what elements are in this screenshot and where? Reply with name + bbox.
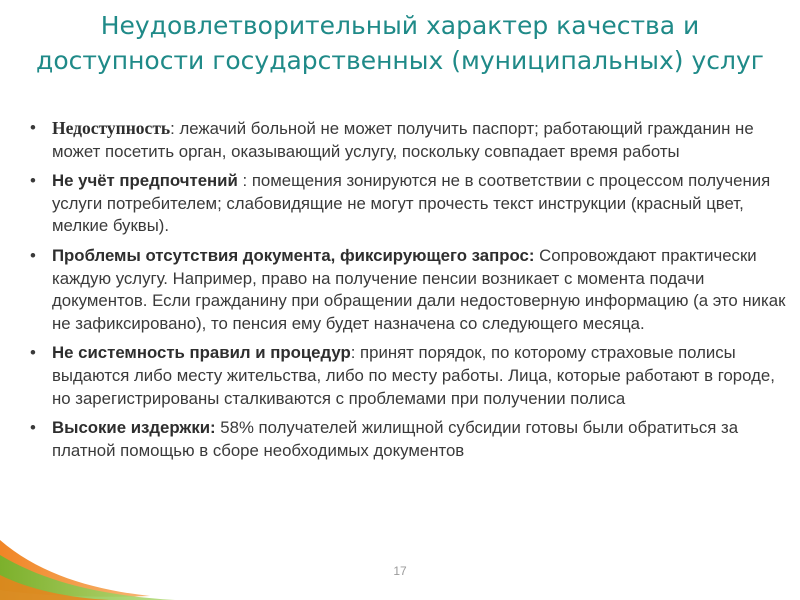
- item-lead: Высокие издержки:: [52, 418, 216, 438]
- list-item: [24, 245, 786, 335]
- item-text: помещения зонируются не в соответствии с процессом получения услуги потребителем; слабовидящие не могут прочесть текст инструкции (красный цвет, мелкие буквы).: [52, 171, 771, 236]
- list-item: [24, 170, 786, 238]
- item-lead: Проблемы отсутствия документа, фиксирующего запрос:: [52, 245, 535, 265]
- item-lead: Не учёт предпочтений: [52, 171, 238, 191]
- item-text: 58% получателей жилищной субсидии готовы были обратиться за платной помощью в сборе необходимых документов: [52, 418, 739, 460]
- item-separator: :: [350, 343, 361, 363]
- item-text: лежачий больной не может получить паспорт; работающий гражданин не может посетить орган, оказывающий услугу, поскольку совпадает время работы: [52, 119, 754, 161]
- item-lead: Недоступность: [52, 118, 171, 138]
- bullet-icon: •: [30, 418, 36, 438]
- bullet-icon: •: [30, 118, 36, 137]
- item-separator: :: [170, 119, 180, 138]
- item-lead: Не системность правил и процедур: [52, 343, 351, 363]
- bullet-icon: •: [30, 343, 36, 363]
- item-text: Сопровождают практически каждую услугу. Например, право на получение пенсии возникает с момента подачи документов. Если гражданину при обращении дали недостоверную информацию (а это никак не зафиксировано), то пенсия ему будет назначена со следующего месяца.: [52, 245, 786, 333]
- list-item: [24, 342, 786, 410]
- item-text: принят порядок, по которому страховые полисы выдаются либо месту жительства, либо по месту работы. Лица, которые работают в городе, но зарегистрированы сталкиваются с проблемами при получении полиса: [52, 343, 775, 408]
- page-number: 17: [393, 564, 407, 578]
- list-item: [24, 117, 786, 163]
- bullet-list: [24, 117, 786, 469]
- bullet-icon: •: [30, 245, 36, 265]
- item-separator: :: [237, 171, 252, 191]
- bullet-icon: •: [30, 171, 36, 191]
- list-item: [24, 417, 786, 462]
- slide-title: Неудовлетворительный характер качества и доступности государственных (муниципальных) услуг: [36, 11, 764, 75]
